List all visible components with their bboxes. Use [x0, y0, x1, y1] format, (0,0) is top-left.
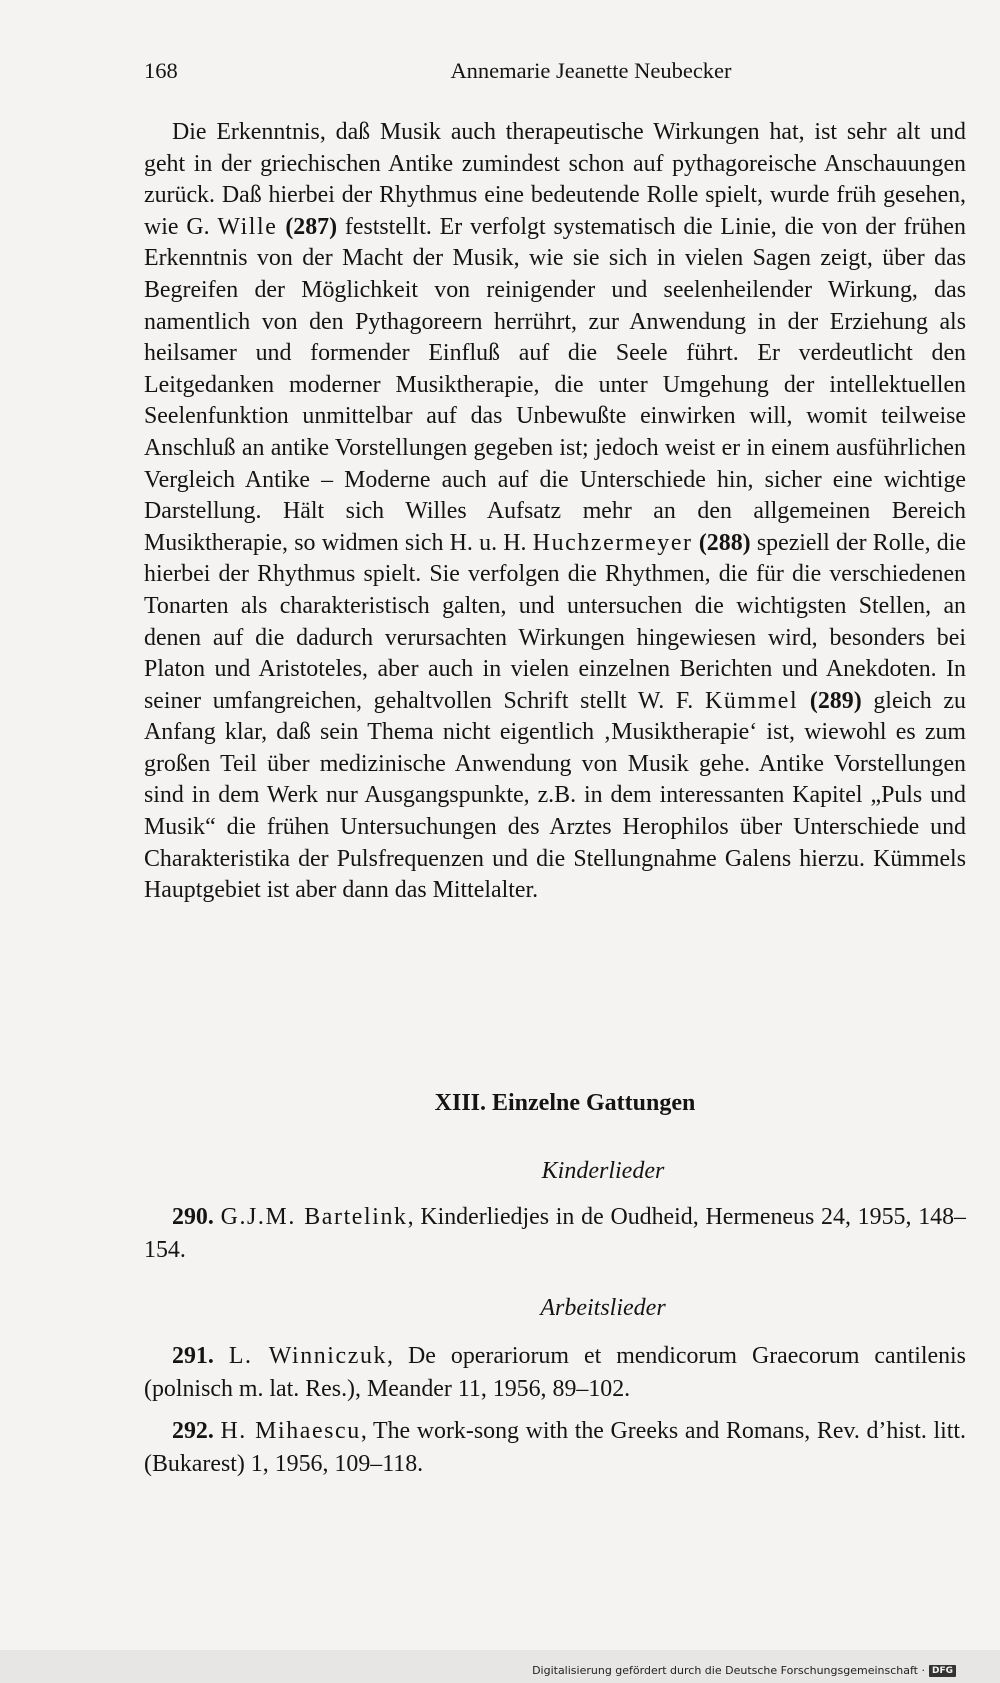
author-name-huchzermeyer: Huchzermeyer [532, 529, 693, 556]
running-head [144, 58, 966, 92]
page-number: 168 [144, 58, 178, 83]
footer-text: Digitalisierung gefördert durch die Deutsche Forschungsgemeinschaft · [532, 1664, 925, 1677]
entry-number: 292. [172, 1418, 214, 1444]
subheading-kinderlieder: Kinderlieder [541, 1158, 665, 1184]
reference-287: (287) [285, 213, 338, 240]
entry-text: , De operariorum et mendicorum Graecorum cantilenis (polnisch m. lat. Res.), Meander 11, 1956, 89–102. [144, 1343, 966, 1402]
reference-288: (288) [698, 529, 751, 556]
body-text [144, 117, 966, 907]
paragraph-text: feststellt. Er verfolgt systematisch die Linie, die von der frühen Erkenntnis von der Macht der Musik, wie sie sich in vielen Sagen zeigt, über das Begreifen der Möglichkeit von reinigender und seelenheilender Wirkung, das namentlich von den Pythagoreern herrührt, zur Anwendung in der Erziehung als heilsamer und formender Einfluß auf die Seele führt. Er verdeutlicht den Leitgedanken moderner Musiktherapie, die unter Umgehung der intellektuellen Seelenfunktion unmittelbar auf das Unbewußte einwirken will, womit teilweise Anschluß an antike Vorstellungen gegeben ist; jedoch weist er in einem ausführlichen Vergleich Antike – Moderne auch auf die Unterschiede hin, sicher eine wichtige Darstellung. Hält sich Willes Aufsatz mehr an den allgemeinen Bereich Musiktherapie, so widmen sich H. u. H. [144, 213, 966, 556]
author-name-kuemmel: Kümmel [704, 687, 799, 714]
bibliography-entry-290 [144, 1201, 966, 1266]
paragraph [144, 117, 966, 907]
paragraph-text: speziell der Rolle, die hierbei der Rhythmus spielt. Sie verfolgen die Rhythmen, die für die verschiedenen Tonarten als charakteristisch galten, und untersuchen die wichtigsten Stellen, an denen auf die dadurch verursachten Wirkungen hingewiesen wird, besonders bei Platon und Aristoteles, aber auch in vielen einzelnen Berichten und Anekdoten. In seiner umfangreichen, gehaltvollen Schrift stellt W. F. [144, 529, 966, 714]
paragraph-text: gleich zu Anfang klar, daß sein Thema nicht eigentlich ‚Musiktherapie‘ ist, wiewohl es zum großen Teil über medizinische Anwendung von Musik gehe. Antike Vorstellungen sind in dem Werk nur Ausgangspunkte, z.B. in dem interessanten Kapitel „Puls und Musik“ die frühen Untersuchungen des Arztes Herophilos über Unterschiede und Charakteristika der Pulsfrequenzen und die Stellungnahme Galens hierzu. Kümmels Hauptgebiet ist aber dann das Mittelalter. [144, 687, 966, 904]
paragraph-text: Die Erkenntnis, daß Musik auch therapeutische Wirkungen hat, ist sehr alt und geht in der griechischen Antike zumindest schon auf pythagoreische Anschauungen zurück. Daß hierbei der Rhythmus eine bedeutende Rolle spielt, wurde früh gesehen, wie G. [144, 119, 966, 240]
subheading-arbeitslieder: Arbeitslieder [540, 1295, 666, 1321]
section-heading: XIII. Einzelne Gattungen [434, 1090, 696, 1116]
running-head-author: Annemarie Jeanette Neubecker [450, 58, 732, 83]
bibliography-entry-291 [144, 1340, 966, 1405]
digitization-footer [532, 1664, 956, 1677]
entry-text: , Kinderliedjes in de Oudheid, Hermeneus 24, 1955, 148–154. [144, 1204, 966, 1263]
reference-289: (289) [809, 687, 862, 714]
author-name-wille: Wille [217, 213, 278, 240]
entry-number: 291. [172, 1343, 214, 1369]
entry-author: L. Winniczuk [228, 1343, 388, 1369]
entry-author: G.J.M. Bartelink [220, 1204, 408, 1230]
dfg-logo-icon: DFG [929, 1665, 956, 1677]
entry-number: 290. [172, 1204, 214, 1230]
entry-text: , The work-song with the Greeks and Romans, Rev. d’hist. litt. (Bukarest) 1, 1956, 109–118. [144, 1418, 966, 1477]
entry-author: H. Mihaescu [220, 1418, 361, 1444]
bibliography-entry-292 [144, 1415, 966, 1480]
